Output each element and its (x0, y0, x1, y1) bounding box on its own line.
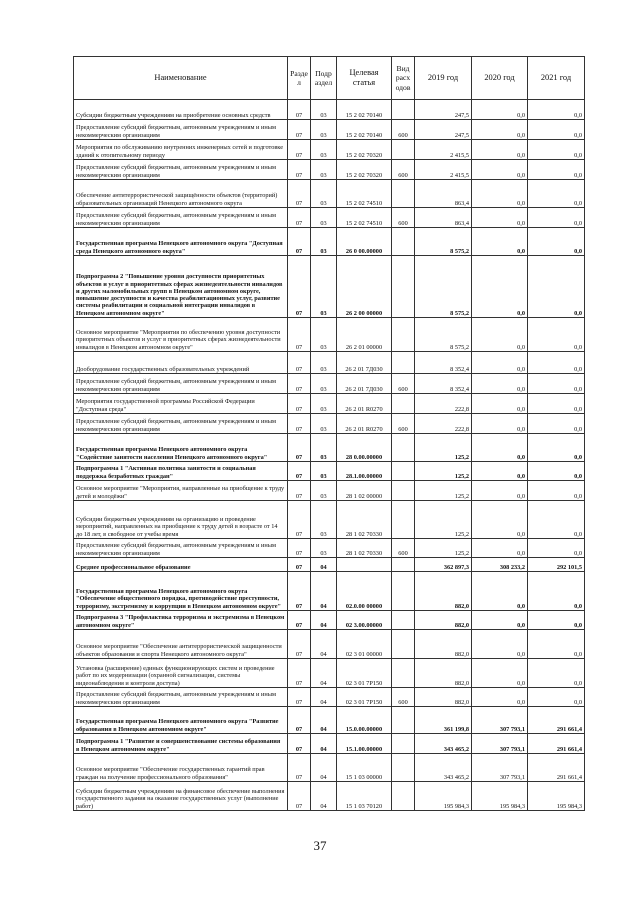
table-row (74, 120, 585, 140)
row-2020: 195 984,3 (472, 782, 528, 811)
row-name: Государственная программа Ненецкого автономного округа "Содействие занятости населения Ненецкого автономного округа" (74, 434, 288, 462)
row-2020: 0,0 (472, 630, 528, 659)
row-2021: 0,0 (528, 501, 585, 539)
row-celevaya: 28 1 02 70330 (337, 539, 392, 558)
row-vid (392, 754, 415, 782)
row-2021: 0,0 (528, 352, 585, 374)
row-2020: 0,0 (472, 394, 528, 414)
table-row (74, 501, 585, 539)
row-2020: 0,0 (472, 434, 528, 462)
header-razdel: Разде л (288, 57, 311, 100)
row-2021: 0,0 (528, 611, 585, 630)
row-razdel: 07 (288, 558, 311, 572)
row-vid (392, 572, 415, 611)
row-name: Предоставление субсидий бюджетным, автономным учреждениям и иным некоммерческим организациям (74, 160, 288, 180)
row-razdel: 07 (288, 414, 311, 434)
row-razdel: 07 (288, 140, 311, 160)
row-2021: 0,0 (528, 688, 585, 707)
row-2020: 0,0 (472, 414, 528, 434)
row-podrazdel: 03 (311, 228, 337, 256)
row-razdel: 07 (288, 734, 311, 754)
row-celevaya: 15 2 02 70320 (337, 160, 392, 180)
row-celevaya: 15 2 02 70140 (337, 120, 392, 140)
row-2020: 307 793,1 (472, 734, 528, 754)
row-razdel: 07 (288, 434, 311, 462)
row-2021: 0,0 (528, 120, 585, 140)
row-celevaya: 26 2 01 00000 (337, 318, 392, 352)
row-vid (392, 558, 415, 572)
table-header-row (74, 57, 585, 100)
table-row (74, 462, 585, 481)
row-razdel: 07 (288, 374, 311, 394)
row-celevaya: 26 2 00 00000 (337, 256, 392, 318)
row-razdel: 07 (288, 352, 311, 374)
table-row (74, 414, 585, 434)
table-row (74, 572, 585, 611)
row-name: Мероприятия по обслуживанию внутренних инженерных сетей и подготовке зданий к отопительному периоду (74, 140, 288, 160)
header-2020: 2020 год (472, 57, 528, 100)
row-podrazdel: 03 (311, 374, 337, 394)
row-2021: 0,0 (528, 539, 585, 558)
row-2020: 0,0 (472, 180, 528, 208)
row-name: Подпрограмма 1 "Развитие и совершенствование системы образования в Ненецком автономном округе" (74, 734, 288, 754)
row-2020: 0,0 (472, 611, 528, 630)
row-2020: 0,0 (472, 481, 528, 501)
row-podrazdel: 03 (311, 318, 337, 352)
row-2021: 195 984,3 (528, 782, 585, 811)
row-vid (392, 734, 415, 754)
row-2021: 0,0 (528, 256, 585, 318)
table-row (74, 256, 585, 318)
row-podrazdel: 03 (311, 462, 337, 481)
row-razdel: 07 (288, 688, 311, 707)
row-celevaya: 15 2 02 74510 (337, 180, 392, 208)
row-razdel: 07 (288, 782, 311, 811)
table-row (74, 434, 585, 462)
row-name: Субсидии бюджетным учреждениям на приобретение основных средств (74, 100, 288, 120)
table-row (74, 782, 585, 811)
row-razdel: 07 (288, 256, 311, 318)
row-2019: 362 897,3 (415, 558, 472, 572)
row-2019: 8 575,2 (415, 256, 472, 318)
row-2019: 882,0 (415, 630, 472, 659)
row-celevaya: 28 1 02 70330 (337, 501, 392, 539)
row-celevaya: 02 3 01 7Р150 (337, 688, 392, 707)
row-2020: 307 793,1 (472, 754, 528, 782)
row-2019: 195 984,3 (415, 782, 472, 811)
row-razdel: 07 (288, 160, 311, 180)
row-razdel: 07 (288, 501, 311, 539)
row-name: Предоставление субсидий бюджетным, автономным учреждениям и иным некоммерческим организациям (74, 120, 288, 140)
row-name: Обеспечение антитеррористической защищённости объектов (территорий) образовательных организаций Ненецкого автономного округа (74, 180, 288, 208)
row-2021: 0,0 (528, 572, 585, 611)
row-2021: 0,0 (528, 659, 585, 688)
table-row (74, 630, 585, 659)
row-2021: 291 661,4 (528, 754, 585, 782)
row-2020: 0,0 (472, 318, 528, 352)
row-name: Подпрограмма 2 "Повышение уровня доступности приоритетных объектов и услуг в приоритетных сферах жизнедеятельности инвалидов и других маломобильных групп в Ненецком автономном округе, повышение доступности и качества реабилитационных услуг, развитие системы реабилитации и социальной интеграции инвалидов в Ненецком автономном округе" (74, 256, 288, 318)
row-2019: 882,0 (415, 572, 472, 611)
row-2019: 8 352,4 (415, 352, 472, 374)
row-podrazdel: 04 (311, 558, 337, 572)
row-name: Подпрограмма 1 "Активная политика занятости и социальная поддержка безработных граждан" (74, 462, 288, 481)
row-razdel: 07 (288, 100, 311, 120)
row-podrazdel: 03 (311, 434, 337, 462)
row-celevaya: 02 3 01 00000 (337, 630, 392, 659)
row-2020: 0,0 (472, 120, 528, 140)
header-2019: 2019 год (415, 57, 472, 100)
header-vid: Вид расх одов (392, 57, 415, 100)
row-2021: 0,0 (528, 318, 585, 352)
row-2020: 308 233,2 (472, 558, 528, 572)
row-podrazdel: 04 (311, 707, 337, 734)
table-row (74, 754, 585, 782)
table-row (74, 659, 585, 688)
row-podrazdel: 03 (311, 394, 337, 414)
row-name: Подпрограмма 3 "Профилактика терроризма и экстремизма в Ненецком автономном округе" (74, 611, 288, 630)
row-podrazdel: 04 (311, 572, 337, 611)
row-2020: 0,0 (472, 659, 528, 688)
row-celevaya: 28 1 02 00000 (337, 481, 392, 501)
row-2021: 0,0 (528, 100, 585, 120)
row-razdel: 07 (288, 754, 311, 782)
table-row (74, 228, 585, 256)
row-podrazdel: 03 (311, 120, 337, 140)
row-razdel: 07 (288, 707, 311, 734)
row-razdel: 07 (288, 208, 311, 228)
row-podrazdel: 03 (311, 180, 337, 208)
row-celevaya: 15 2 02 70140 (337, 100, 392, 120)
row-2019: 2 415,5 (415, 160, 472, 180)
row-2019: 8 352,4 (415, 374, 472, 394)
row-2019: 247,5 (415, 120, 472, 140)
row-vid: 600 (392, 160, 415, 180)
row-name: Основное мероприятие "Обеспечение государственных гарантий прав граждан на получение профессионального образования" (74, 754, 288, 782)
row-2019: 125,2 (415, 434, 472, 462)
table-row (74, 160, 585, 180)
row-razdel: 07 (288, 481, 311, 501)
row-2019: 2 415,5 (415, 140, 472, 160)
row-name: Основное мероприятие "Обеспечение антитеррористической защищенности объектов образования и спорта Ненецкого автономного округа" (74, 630, 288, 659)
row-2019: 882,0 (415, 659, 472, 688)
row-2019: 343 465,2 (415, 754, 472, 782)
row-vid (392, 394, 415, 414)
row-razdel: 07 (288, 572, 311, 611)
row-celevaya: 02 3.00.00000 (337, 611, 392, 630)
table-row (74, 374, 585, 394)
row-name: Предоставление субсидий бюджетным, автономным учреждениям и иным некоммерческим организациям (74, 374, 288, 394)
row-vid (392, 630, 415, 659)
row-2021: 0,0 (528, 228, 585, 256)
row-razdel: 07 (288, 228, 311, 256)
row-celevaya: 02 3 01 7Р150 (337, 659, 392, 688)
row-2020: 307 793,1 (472, 707, 528, 734)
row-name: Дооборудование государственных образовательных учреждений (74, 352, 288, 374)
row-name: Государственная программа Ненецкого автономного округа "Развитие образования в Ненецком автономном округе" (74, 707, 288, 734)
row-2019: 343 465,2 (415, 734, 472, 754)
row-razdel: 07 (288, 180, 311, 208)
row-vid: 600 (392, 539, 415, 558)
row-celevaya: 02.0.00 00000 (337, 572, 392, 611)
row-2019: 882,0 (415, 688, 472, 707)
row-2020: 0,0 (472, 688, 528, 707)
row-2021: 0,0 (528, 180, 585, 208)
row-2020: 0,0 (472, 352, 528, 374)
row-celevaya: 26 2 01 7Д030 (337, 374, 392, 394)
row-vid: 600 (392, 208, 415, 228)
row-vid (392, 318, 415, 352)
row-name: Среднее профессиональное образование (74, 558, 288, 572)
row-podrazdel: 03 (311, 100, 337, 120)
table-row (74, 180, 585, 208)
row-razdel: 07 (288, 611, 311, 630)
row-2020: 0,0 (472, 140, 528, 160)
row-2020: 0,0 (472, 256, 528, 318)
row-2021: 0,0 (528, 630, 585, 659)
table-row (74, 140, 585, 160)
row-name: Установка (расширение) единых функционирующих систем и проведение работ по их модернизации (охранной сигнализации, системы видеонаблюдения и контроля доступа) (74, 659, 288, 688)
row-podrazdel: 04 (311, 782, 337, 811)
row-2019: 863,4 (415, 180, 472, 208)
row-vid (392, 434, 415, 462)
row-razdel: 07 (288, 394, 311, 414)
row-vid: 600 (392, 120, 415, 140)
row-celevaya: 26 0 00.00000 (337, 228, 392, 256)
row-vid (392, 256, 415, 318)
row-2020: 0,0 (472, 539, 528, 558)
table-row (74, 318, 585, 352)
row-podrazdel: 03 (311, 352, 337, 374)
row-name: Предоставление субсидий бюджетным, автономным учреждениям и иным некоммерческим организациям (74, 688, 288, 707)
row-2019: 125,2 (415, 501, 472, 539)
row-celevaya: 28.1.00.00000 (337, 462, 392, 481)
table-row (74, 611, 585, 630)
row-name: Основное мероприятие "Мероприятия, направленные на приобщение к труду детей и молодёжи" (74, 481, 288, 501)
row-2019: 222,8 (415, 414, 472, 434)
row-2021: 292 101,5 (528, 558, 585, 572)
row-2020: 0,0 (472, 100, 528, 120)
row-vid (392, 481, 415, 501)
table-body (74, 100, 585, 811)
row-razdel: 07 (288, 462, 311, 481)
row-2019: 125,2 (415, 462, 472, 481)
row-podrazdel: 03 (311, 414, 337, 434)
row-2020: 0,0 (472, 208, 528, 228)
row-vid (392, 611, 415, 630)
row-celevaya: 28 0.00.00000 (337, 434, 392, 462)
row-podrazdel: 03 (311, 160, 337, 180)
row-celevaya: 15 2 02 70320 (337, 140, 392, 160)
table-row (74, 394, 585, 414)
row-vid (392, 707, 415, 734)
page-number: 37 (313, 838, 327, 853)
row-vid (392, 462, 415, 481)
row-podrazdel: 03 (311, 208, 337, 228)
row-podrazdel: 04 (311, 611, 337, 630)
table-row (74, 539, 585, 558)
header-celevaya: Целевая статья (337, 57, 392, 100)
row-name: Государственная программа Ненецкого автономного округа "Доступная среда Ненецкого автономного округа" (74, 228, 288, 256)
row-vid: 600 (392, 374, 415, 394)
row-razdel: 07 (288, 120, 311, 140)
row-celevaya (337, 558, 392, 572)
row-2019: 863,4 (415, 208, 472, 228)
row-2019: 222,8 (415, 394, 472, 414)
row-vid (392, 501, 415, 539)
row-2019: 125,2 (415, 539, 472, 558)
row-razdel: 07 (288, 659, 311, 688)
row-name: Мероприятия государственной программы Российской Федерации "Доступная среда" (74, 394, 288, 414)
row-name: Предоставление субсидий бюджетным, автономным учреждениям и иным некоммерческим организациям (74, 539, 288, 558)
table-row (74, 352, 585, 374)
row-2021: 0,0 (528, 481, 585, 501)
table-row (74, 100, 585, 120)
row-2021: 0,0 (528, 434, 585, 462)
row-celevaya: 15.0.00.00000 (337, 707, 392, 734)
row-name: Субсидии бюджетным учреждениям на организацию и проведение мероприятий, направленных на приобщение к труду детей в возрасте от 14 до 18 лет, в свободное от учебы время (74, 501, 288, 539)
row-2019: 8 575,2 (415, 318, 472, 352)
row-2019: 882,0 (415, 611, 472, 630)
header-podrazdel: Подр аздел (311, 57, 337, 100)
row-celevaya: 15 2 02 74510 (337, 208, 392, 228)
row-2021: 0,0 (528, 394, 585, 414)
row-2020: 0,0 (472, 374, 528, 394)
row-vid: 600 (392, 688, 415, 707)
row-2021: 0,0 (528, 414, 585, 434)
row-podrazdel: 04 (311, 688, 337, 707)
row-podrazdel: 04 (311, 659, 337, 688)
row-2020: 0,0 (472, 572, 528, 611)
row-celevaya: 26 2 01 R0270 (337, 394, 392, 414)
row-2021: 0,0 (528, 208, 585, 228)
row-podrazdel: 03 (311, 539, 337, 558)
row-name: Предоставление субсидий бюджетным, автономным учреждениям и иным некоммерческим организациям (74, 414, 288, 434)
row-vid (392, 352, 415, 374)
row-2021: 0,0 (528, 462, 585, 481)
row-vid (392, 180, 415, 208)
row-vid: 600 (392, 414, 415, 434)
row-2021: 0,0 (528, 160, 585, 180)
row-razdel: 07 (288, 630, 311, 659)
row-podrazdel: 03 (311, 501, 337, 539)
table-row (74, 734, 585, 754)
table-row (74, 208, 585, 228)
row-celevaya: 15 1 03 00000 (337, 754, 392, 782)
row-2020: 0,0 (472, 160, 528, 180)
row-podrazdel: 04 (311, 754, 337, 782)
header-name: Наименование (74, 57, 288, 100)
row-razdel: 07 (288, 539, 311, 558)
row-vid (392, 140, 415, 160)
row-podrazdel: 04 (311, 734, 337, 754)
row-2019: 8 575,2 (415, 228, 472, 256)
header-2021: 2021 год (528, 57, 585, 100)
row-2020: 0,0 (472, 228, 528, 256)
row-vid (392, 228, 415, 256)
row-2019: 247,5 (415, 100, 472, 120)
row-name: Субсидии бюджетным учреждениям на финансовое обеспечение выполнения государственного задания на оказание государственных услуг (выполнение работ) (74, 782, 288, 811)
row-2020: 0,0 (472, 462, 528, 481)
table-row (74, 481, 585, 501)
row-2021: 0,0 (528, 140, 585, 160)
budget-table (73, 56, 585, 811)
budget-table-page (73, 56, 584, 811)
row-podrazdel: 03 (311, 481, 337, 501)
row-2021: 291 661,4 (528, 734, 585, 754)
row-2019: 361 199,8 (415, 707, 472, 734)
row-vid (392, 100, 415, 120)
row-celevaya: 26 2 01 7Д030 (337, 352, 392, 374)
row-podrazdel: 04 (311, 630, 337, 659)
row-celevaya: 15 1 03 70120 (337, 782, 392, 811)
row-name: Основное мероприятие "Мероприятия по обеспечению уровня доступности приоритетных объектов и услуг в приоритетных сферах жизнедеятельности инвалидов в Ненецком автономном округе" (74, 318, 288, 352)
row-celevaya: 15.1.00.00000 (337, 734, 392, 754)
row-podrazdel: 03 (311, 140, 337, 160)
row-celevaya: 26 2 01 R0270 (337, 414, 392, 434)
row-2021: 0,0 (528, 374, 585, 394)
row-vid (392, 659, 415, 688)
table-row (74, 707, 585, 734)
table-row (74, 558, 585, 572)
row-vid (392, 782, 415, 811)
row-podrazdel: 03 (311, 256, 337, 318)
row-name: Предоставление субсидий бюджетным, автономным учреждениям и иным некоммерческим организациям (74, 208, 288, 228)
table-row (74, 688, 585, 707)
row-2020: 0,0 (472, 501, 528, 539)
row-razdel: 07 (288, 318, 311, 352)
row-name: Государственная программа Ненецкого автономного округа "Обеспечение общественного порядка, противодействие преступности, терроризму, экстремизму и коррупции в Ненецком автономном округе" (74, 572, 288, 611)
row-2019: 125,2 (415, 481, 472, 501)
row-2021: 291 661,4 (528, 707, 585, 734)
